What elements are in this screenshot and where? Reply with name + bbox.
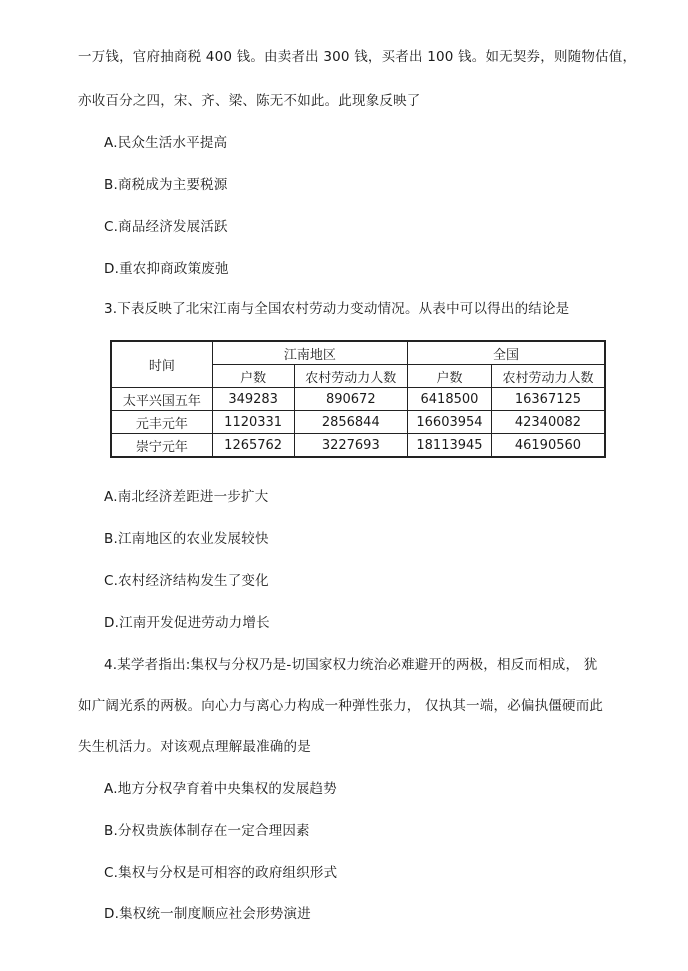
table-cell-time: 元丰元年 <box>111 411 212 434</box>
q2-stem-line2: 亦收百分之四，宋、齐、梁、陈无不如此。此现象反映了 <box>78 93 421 109</box>
table-cell: 890672 <box>294 388 408 411</box>
table-cell: 1265762 <box>212 434 294 458</box>
table-row <box>111 434 605 458</box>
q3-option-d: D.江南开发促进劳动力增长 <box>104 615 270 631</box>
table-cell: 18113945 <box>408 434 492 458</box>
q3-option-b: B.江南地区的农业发展较快 <box>104 531 269 547</box>
table-cell: 16367125 <box>491 388 605 411</box>
q4-stem-line1: 4.某学者指出:集权与分权乃是-切国家权力统治必难避开的两极，相反而相成， 犹 <box>104 657 598 673</box>
q4-option-a: A.地方分权孕育着中央集权的发展趋势 <box>104 781 337 797</box>
table-cell-time: 太平兴国五年 <box>111 388 212 411</box>
table-group-jiangnan: 江南地区 <box>212 341 407 365</box>
q2-option-c: C.商品经济发展活跃 <box>104 219 228 235</box>
q4-option-c: C.集权与分权是可相容的政府组织形式 <box>104 865 338 881</box>
q4-option-d: D.集权统一制度顺应社会形势演进 <box>104 906 311 922</box>
q2-option-a: A.民众生活水平提高 <box>104 135 228 151</box>
q2-option-b: B.商税成为主要税源 <box>104 177 228 193</box>
table-cell: 3227693 <box>294 434 408 458</box>
table-cell: 42340082 <box>491 411 605 434</box>
table-cell: 2856844 <box>294 411 408 434</box>
q2-stem-line1: 一万钱，官府抽商税 400 钱。由卖者出 300 钱，买者出 100 钱。如无契券，则随物估值， <box>78 49 637 65</box>
q4-option-b: B.分权贵族体制存在一定合理因素 <box>104 823 310 839</box>
q3-option-c: C.农村经济结构发生了变化 <box>104 573 269 589</box>
table-cell: 16603954 <box>408 411 492 434</box>
labor-data-table <box>110 340 606 458</box>
table-cell: 349283 <box>212 388 294 411</box>
table-subheader: 户数 <box>212 365 294 388</box>
q3-stem: 3.下表反映了北宋江南与全国农村劳动力变动情况。从表中可以得出的结论是 <box>104 301 570 317</box>
table-row <box>111 411 605 434</box>
q2-option-d: D.重农抑商政策废弛 <box>104 261 229 277</box>
table-cell: 46190560 <box>491 434 605 458</box>
table-subheader: 农村劳动力人数 <box>491 365 605 388</box>
table-cell-time: 崇宁元年 <box>111 434 212 458</box>
table-row <box>111 388 605 411</box>
table-corner-time: 时间 <box>111 341 212 388</box>
q4-stem-line2: 如广阔光系的两极。向心力与离心力构成一种弹性张力， 仅执其一端，必偏执僵硬而此 <box>78 698 604 714</box>
table-group-national: 全国 <box>408 341 605 365</box>
q3-option-a: A.南北经济差距进一步扩大 <box>104 489 269 505</box>
table-cell: 6418500 <box>408 388 492 411</box>
table-subheader: 农村劳动力人数 <box>294 365 408 388</box>
table-cell: 1120331 <box>212 411 294 434</box>
table-subheader: 户数 <box>408 365 492 388</box>
q4-stem-line3: 失生机活力。对该观点理解最准确的是 <box>78 739 311 755</box>
